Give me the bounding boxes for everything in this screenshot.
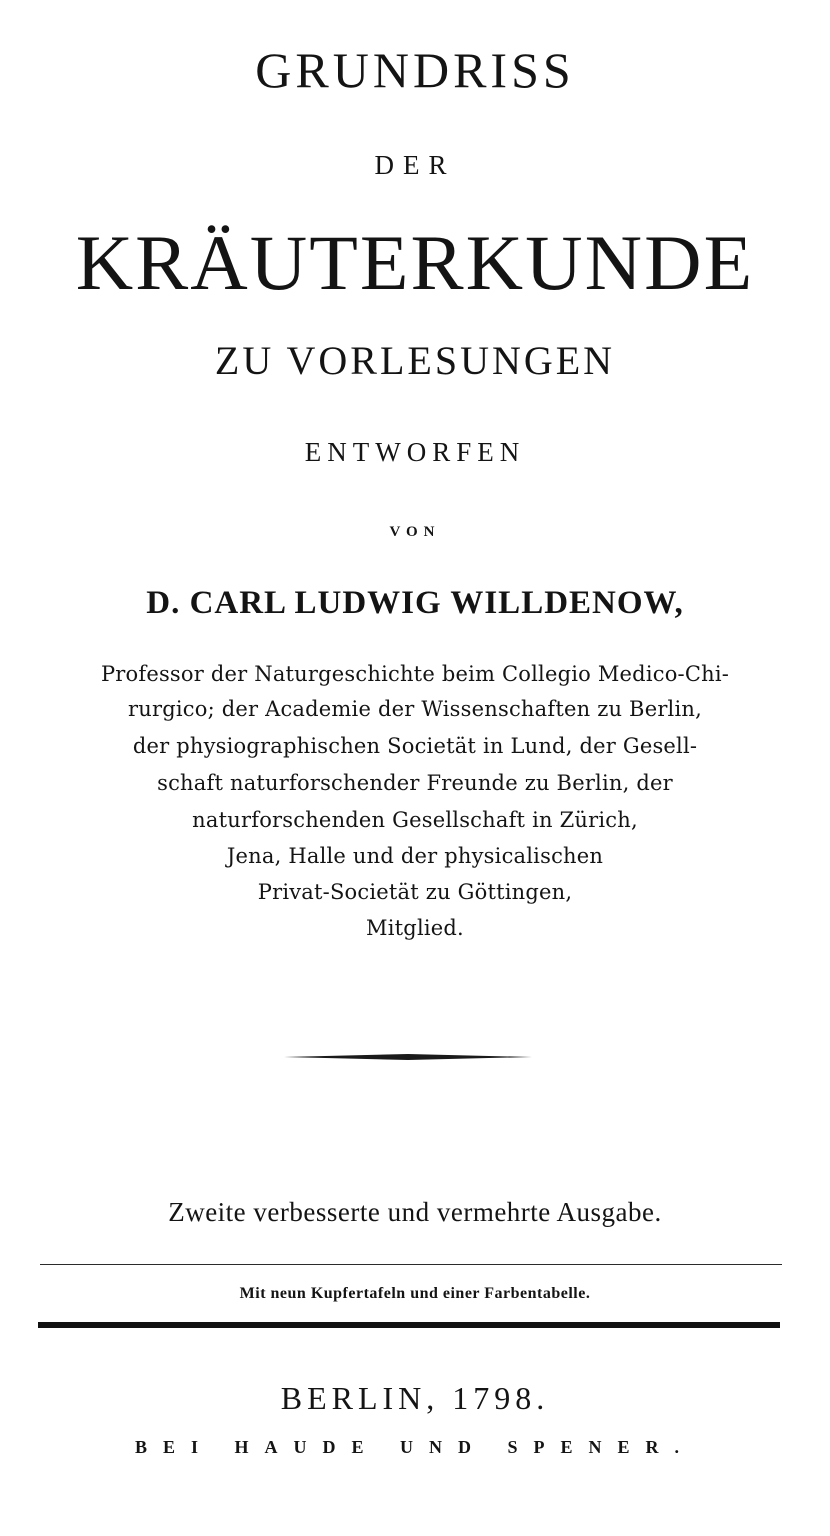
affiliation-line: Professor der Naturgeschichte beim Collegio Medico-Chi- [100,662,730,686]
title-line-der: DER [374,150,456,180]
divider-thick [38,1322,780,1328]
affiliation-line: Jena, Halle und der physicalischen [226,844,604,868]
plates-note: Mit neun Kupfertafeln und einer Farbentabelle. [239,1285,591,1302]
affiliation-line: naturforschenden Gesellschaft in Zürich, [192,808,638,832]
divider-thin [40,1264,782,1265]
entworfen-line: ENTWORFEN [304,437,526,467]
imprint-publisher: BEI HAUDE UND SPENER. [134,1437,696,1457]
subtitle: ZU VORLESUNGEN [214,338,616,383]
main-title: KRÄUTERKUNDE [75,219,755,306]
author-name: D. CARL LUDWIG WILLDENOW, [146,585,684,621]
affiliation-line: schaft naturforschender Freunde zu Berlin, der [157,771,673,795]
imprint-place-year: BERLIN, 1798. [280,1380,550,1416]
ornamental-rule [284,1054,532,1060]
affiliation-line: Privat-Societät zu Göttingen, [257,880,573,904]
affiliation-line: rurgico; der Academie der Wissenschaften zu Berlin, [128,697,702,721]
von-line: VON [389,524,441,540]
edition-statement: Zweite verbesserte und vermehrte Ausgabe. [168,1197,662,1227]
affiliation-line: Mitglied. [366,916,464,940]
title-line-grundriss: GRUNDRISS [255,42,575,98]
affiliation-line: der physiographischen Societät in Lund, der Gesell- [132,734,698,758]
